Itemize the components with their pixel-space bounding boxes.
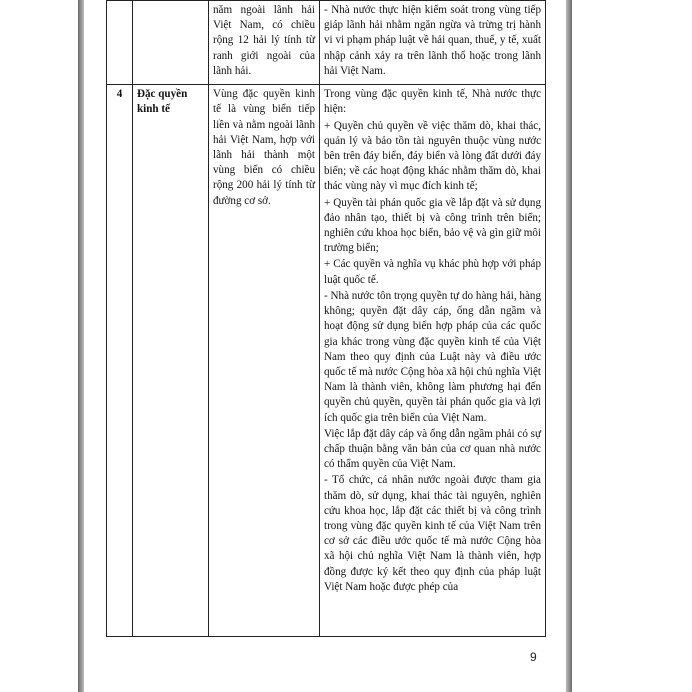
rights-paragraph: - Nhà nước tôn trọng quyền tự do hàng hải, hàng không; quyền đặt dây cáp, ống dẫn ngầm và hoạt động sử dụng biển hợp pháp của các quốc gia khác trong vùng đặc quyền kinh tế của Việt Nam theo quy định của Luật này và điều ước quốc tế mà nước Cộng hòa xã hội chủ nghĩa Việt Nam là thành viên, không làm phương hại đến quyền chủ quyền, quyền tài phán quốc gia và lợi ích quốc gia trên biển của Việt Nam. — [324, 289, 541, 424]
definition-cell: năm ngoài lãnh hải Việt Nam, có chiều rộng 12 hải lý tính từ ranh giới ngoài của lãnh hải. — [209, 1, 320, 85]
rights-paragraph: - Tổ chức, cá nhân nước ngoài được tham gia thăm dò, sử dụng, khai thác tài nguyên, nghiên cứu khoa học, lắp đặt các thiết bị và công trình trong vùng đặc quyền kinh tế của Việt Nam trên cơ sở các điều ước quốc tế mà nước Cộng hòa xã hội chủ nghĩa Việt Nam là thành viên, hợp đồng được ký kết theo quy định của pháp luật Việt Nam hoặc được phép của — [324, 474, 541, 593]
rights-cell — [320, 85, 546, 637]
row-number-cell: 4 — [107, 85, 133, 637]
row-number-cell — [107, 1, 133, 85]
rights-paragraph: + Quyền tài phán quốc gia về lắp đặt và sử dụng đảo nhân tạo, thiết bị và công trình trên biển; nghiên cứu khoa học biển, bảo vệ và gìn giữ môi trường biển; — [324, 196, 541, 255]
sea-zones-table — [106, 0, 546, 637]
rights-paragraph: + Các quyền và nghĩa vụ khác phù hợp với pháp luật quốc tế. — [324, 258, 541, 286]
term-cell: Đặc quyền kinh tế — [133, 85, 209, 637]
table-row — [107, 85, 546, 637]
page-frame-right — [566, 0, 572, 692]
document-page — [84, 0, 566, 692]
table-row — [107, 1, 546, 85]
page-number: 9 — [530, 650, 537, 664]
rights-cell: - Nhà nước thực hiện kiểm soát trong vùng tiếp giáp lãnh hải nhằm ngăn ngừa và trừng trị hành vi vi phạm pháp luật về hải quan, thuế, y tế, xuất nhập cảnh xảy ra trên lãnh thổ hoặc trong lãnh hải Việt Nam. — [320, 1, 546, 85]
rights-paragraph: Trong vùng đặc quyền kinh tế, Nhà nước thực hiện: — [324, 88, 541, 116]
term-cell — [133, 1, 209, 85]
definition-cell: Vùng đặc quyền kinh tế là vùng biển tiếp liền và nằm ngoài lãnh hải Việt Nam, hợp với lãnh hải thành một vùng biển có chiều rộng 200 hải lý tính từ đường cơ sở. — [209, 85, 320, 637]
rights-paragraph: Việc lắp đặt dây cáp và ống dẫn ngầm phải có sự chấp thuận bằng văn bản của cơ quan nhà nước có thẩm quyền của Việt Nam. — [324, 427, 541, 471]
rights-paragraph: + Quyền chủ quyền về việc thăm dò, khai thác, quản lý và bảo tồn tài nguyên thuộc vùng nước bên trên đáy biển, đáy biển và lòng đất dưới đáy biển; về các hoạt động khác nhằm thăm dò, khai thác vùng này vì mục đích kinh tế; — [324, 119, 541, 193]
